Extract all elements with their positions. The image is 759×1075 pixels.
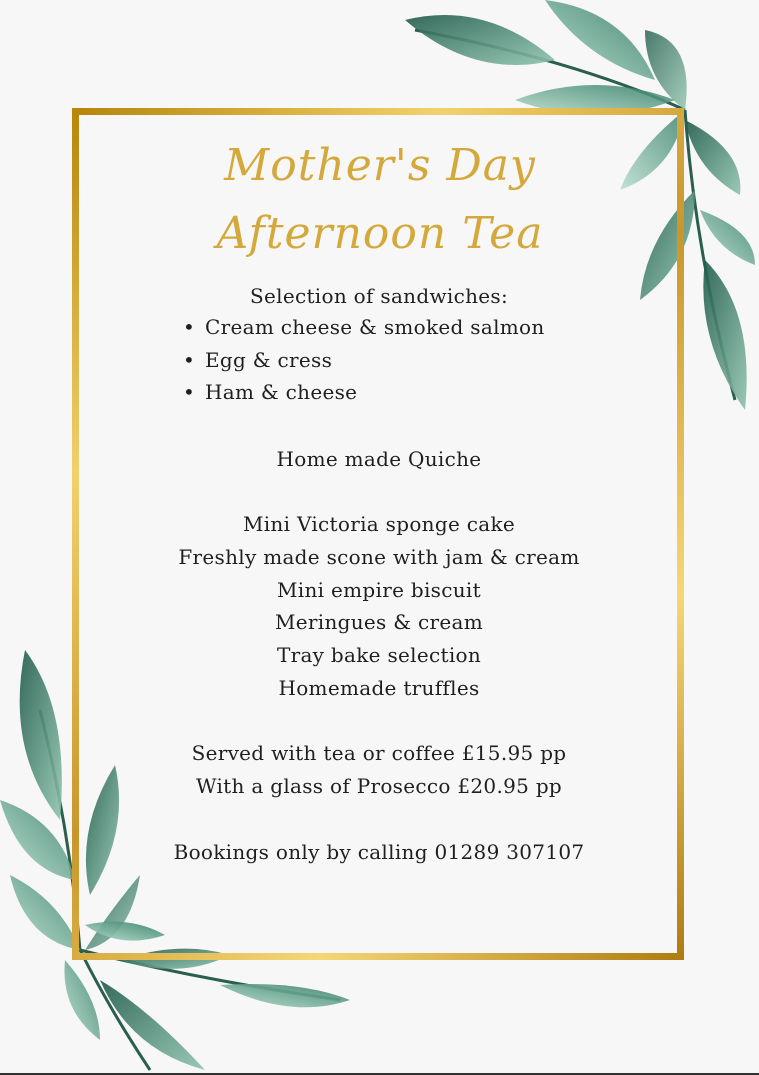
quiche-item: Home made Quiche <box>276 447 482 471</box>
leaf <box>0 800 75 880</box>
list-item <box>183 312 545 345</box>
leaf <box>703 260 746 410</box>
list-item <box>183 377 545 410</box>
booking-line: Bookings only by calling 01289 307107 <box>173 840 585 864</box>
sandwich-item: Cream cheese & smoked salmon <box>205 315 545 339</box>
sweet-item: Meringues & cream <box>274 610 484 634</box>
price-line: With a glass of Prosecco £20.95 pp <box>195 774 563 798</box>
sweet-item: Homemade truffles <box>278 676 480 700</box>
list-item <box>183 345 545 378</box>
sandwich-list <box>183 312 545 410</box>
sweet-item: Tray bake selection <box>276 643 482 667</box>
sandwich-item: Egg & cress <box>205 347 333 372</box>
leaf <box>700 210 755 265</box>
sandwiches-heading: Selection of sandwiches: <box>250 284 508 308</box>
price-line: Served with tea or coffee £15.95 pp <box>191 741 567 765</box>
bullet-icon: • <box>183 380 196 404</box>
sweet-item: Mini empire biscuit <box>277 578 481 602</box>
sweet-item: Freshly made scone with jam & cream <box>178 545 580 569</box>
leaf <box>20 650 62 820</box>
leaf <box>10 875 80 950</box>
title-line-1: Mother's Day <box>224 140 536 191</box>
sweet-item: Mini Victoria sponge cake <box>242 512 516 536</box>
bullet-icon: • <box>183 347 196 372</box>
menu-body <box>90 0 668 1075</box>
bullet-icon: • <box>183 315 196 339</box>
sandwich-item: Ham & cheese <box>205 380 358 404</box>
title-line-2: Afternoon Tea <box>216 208 544 259</box>
